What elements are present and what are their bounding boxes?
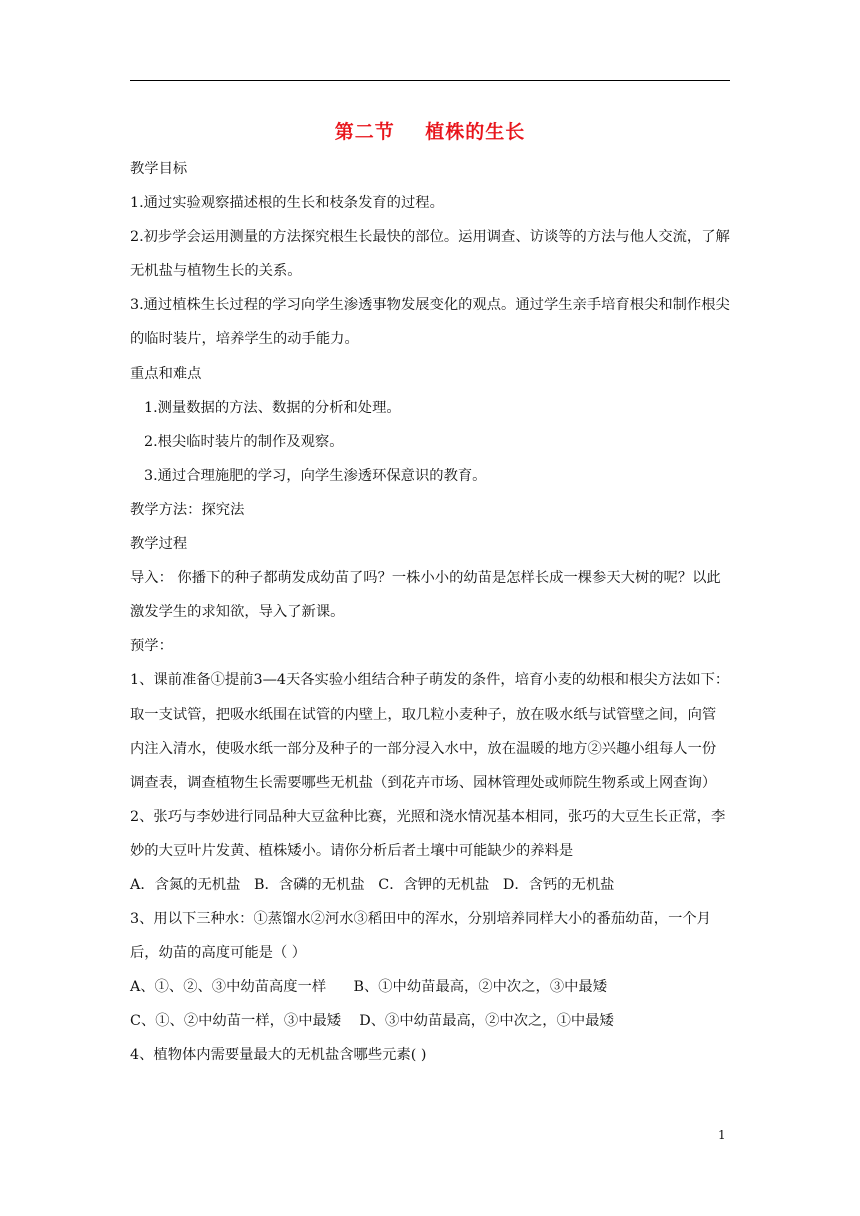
document-body bbox=[130, 152, 730, 1073]
section-heading-process: 教学过程 bbox=[130, 536, 188, 553]
key-point-3: 3.通过合理施肥的学习，向学生渗透环保意识的教育。 bbox=[144, 467, 487, 484]
introduction-paragraph: 导入： 你播下的种子都萌发成幼苗了吗？一株小小的幼苗是怎样长成一棵参天大树的呢？以此激发学生的求知欲，导入了新课。 bbox=[130, 570, 721, 621]
question-3-options-cd: C、①、②中幼苗一样，③中最矮 D、③中幼苗最高，②中次之，①中最矮 bbox=[130, 1013, 614, 1030]
section-heading-objectives: 教学目标 bbox=[130, 161, 188, 177]
key-point-1: 1.测量数据的方法、数据的分析和处理。 bbox=[144, 399, 401, 416]
header-rule bbox=[130, 80, 730, 81]
teaching-method: 教学方法：探究法 bbox=[130, 501, 245, 518]
preview-label: 预学： bbox=[130, 638, 173, 655]
key-point-2: 2.根尖临时装片的制作及观察。 bbox=[144, 433, 344, 450]
objective-2: 2.初步学会运用测量的方法探究根生长最快的部位。运用调查、访谈等的方法与他人交流，了解无机盐与植物生长的关系。 bbox=[130, 229, 730, 280]
page-title: 第二节 植株的生长 bbox=[334, 121, 526, 143]
question-4: 4、植物体内需要量最大的无机盐含哪些元素( ) bbox=[130, 1047, 427, 1064]
preparation-paragraph: 1、课前准备①提前3—4天各实验小组结合种子萌发的条件，培育小麦的幼根和根尖方法如下：取一支试管，把吸水纸围在试管的内壁上，取几粒小麦种子，放在吸水纸与试管壁之间，向管内注入清水，使吸水纸一部分及种子的一部分浸入水中，放在温暖的地方②兴趣小组每人一份调查表，调查植物生长需要哪些无机盐（到花卉市场、园林管理处或师院生物系或上网查询） bbox=[130, 672, 730, 791]
section-heading-key-points: 重点和难点 bbox=[130, 365, 202, 382]
page-number: 1 bbox=[718, 1128, 726, 1142]
objective-3: 3.通过植株生长过程的学习向学生渗透事物发展变化的观点。通过学生亲手培育根尖和制作根尖的临时装片，培养学生的动手能力。 bbox=[130, 297, 730, 348]
question-2: 2、张巧与李妙进行同品种大豆盆种比赛，光照和浇水情况基本相同，张巧的大豆生长正常，李妙的大豆叶片发黄、植株矮小。请你分析后者土壤中可能缺少的养料是 bbox=[130, 808, 726, 859]
objective-1: 1.通过实验观察描述根的生长和枝条发育的过程。 bbox=[130, 195, 444, 212]
question-3: 3、用以下三种水：①蒸馏水②河水③稻田中的浑水，分别培养同样大小的番茄幼苗，一个月后，幼苗的高度可能是（ ） bbox=[130, 911, 711, 962]
question-3-options-ab: A、①、②、③中幼苗高度一样 B、①中幼苗最高，②中次之，③中最矮 bbox=[130, 979, 608, 996]
question-2-options: A．含氮的无机盐 B．含磷的无机盐 C．含钾的无机盐 D．含钙的无机盐 bbox=[130, 876, 615, 893]
